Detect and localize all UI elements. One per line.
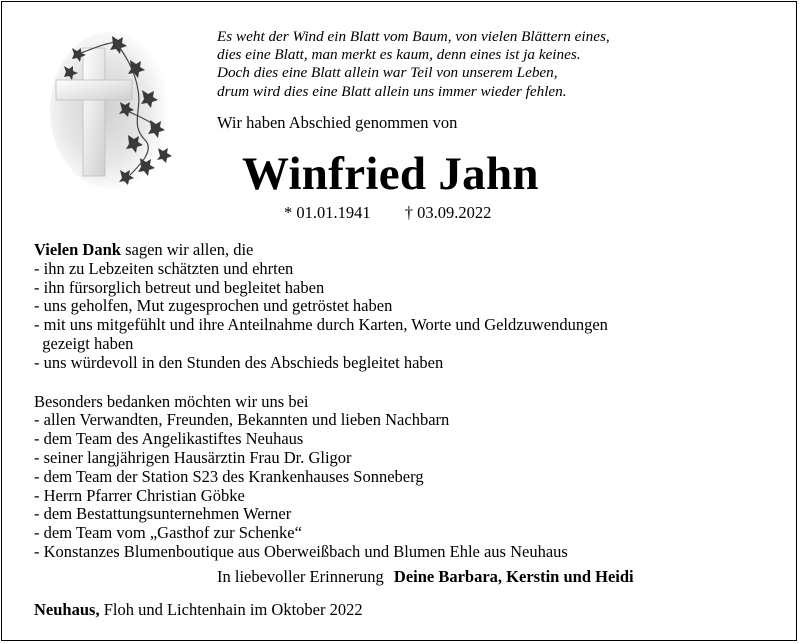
- cross-ivy-illustration: [50, 30, 180, 190]
- signature-names: Deine Barbara, Kerstin und Heidi: [393, 567, 634, 586]
- special-thanks-item: - Herrn Pfarrer Christian Göbke: [34, 485, 245, 505]
- life-dates: [284, 203, 491, 223]
- birth-date: * 01.01.1941: [284, 203, 371, 222]
- place-date: [34, 600, 363, 620]
- thanks-lead: [34, 241, 608, 260]
- place-rest: Floh und Lichtenhain im Oktober 2022: [99, 600, 363, 619]
- poem-line: Es weht der Wind ein Blatt vom Baum, von vielen Blättern eines,: [217, 28, 610, 45]
- special-thanks-item: - dem Team des Angelikastiftes Neuhaus: [34, 429, 304, 449]
- special-thanks-lead: Besonders bedanken möchten wir uns bei: [34, 391, 309, 411]
- thanks-lead-bold: Vielen Dank: [34, 240, 121, 259]
- deceased-name: Winfried Jahn: [242, 148, 539, 200]
- thanks-item: - uns geholfen, Mut zugesprochen und getröstet haben: [34, 296, 393, 316]
- special-thanks-item: - dem Bestattungsunternehmen Werner: [34, 504, 292, 524]
- poem-line: drum wird dies eine Blatt allein uns immer wieder fehlen.: [217, 82, 567, 100]
- signature-prefix: In liebevoller Erinnerung: [217, 567, 384, 586]
- thanks-item: - ihn fürsorglich betreut und begleitet haben: [34, 277, 325, 297]
- thanks-item: - mit uns mitgefühlt und ihre Anteilnahme durch Karten, Worte und Geldzuwendungen: [34, 315, 608, 335]
- special-thanks-item: - seiner langjährigen Hausärztin Frau Dr. Gligor: [34, 447, 352, 467]
- poem-line: dies eine Blatt, man merkt es kaum, denn eines ist ja keines.: [217, 46, 581, 64]
- place-town: Neuhaus,: [34, 600, 100, 619]
- special-thanks-item: - allen Verwandten, Freunden, Bekannten und lieben Nachbarn: [34, 410, 450, 430]
- thanks-item-continuation: gezeigt haben: [34, 333, 134, 353]
- thanks-item: - uns würdevoll in den Stunden des Abschieds begleitet haben: [34, 352, 444, 372]
- signature: [217, 567, 634, 587]
- thanks-lead-rest: sagen wir allen, die: [120, 240, 254, 259]
- special-thanks-item: - Konstanzes Blumenboutique aus Oberweißbach und Blumen Ehle aus Neuhaus: [34, 541, 568, 561]
- intro-text: Wir haben Abschied genommen von: [217, 113, 458, 132]
- poem: [217, 28, 610, 101]
- thanks-section: [34, 241, 608, 562]
- poem-line: Doch dies eine Blatt allein war Teil von unserem Leben,: [217, 64, 558, 82]
- thanks-item: - ihn zu Lebzeiten schätzten und ehrten: [34, 258, 294, 278]
- special-thanks-item: - dem Team vom „Gasthof zur Schenke“: [34, 523, 302, 543]
- special-thanks-item: - dem Team der Station S23 des Krankenhauses Sonneberg: [34, 466, 424, 486]
- death-date: † 03.09.2022: [404, 203, 492, 222]
